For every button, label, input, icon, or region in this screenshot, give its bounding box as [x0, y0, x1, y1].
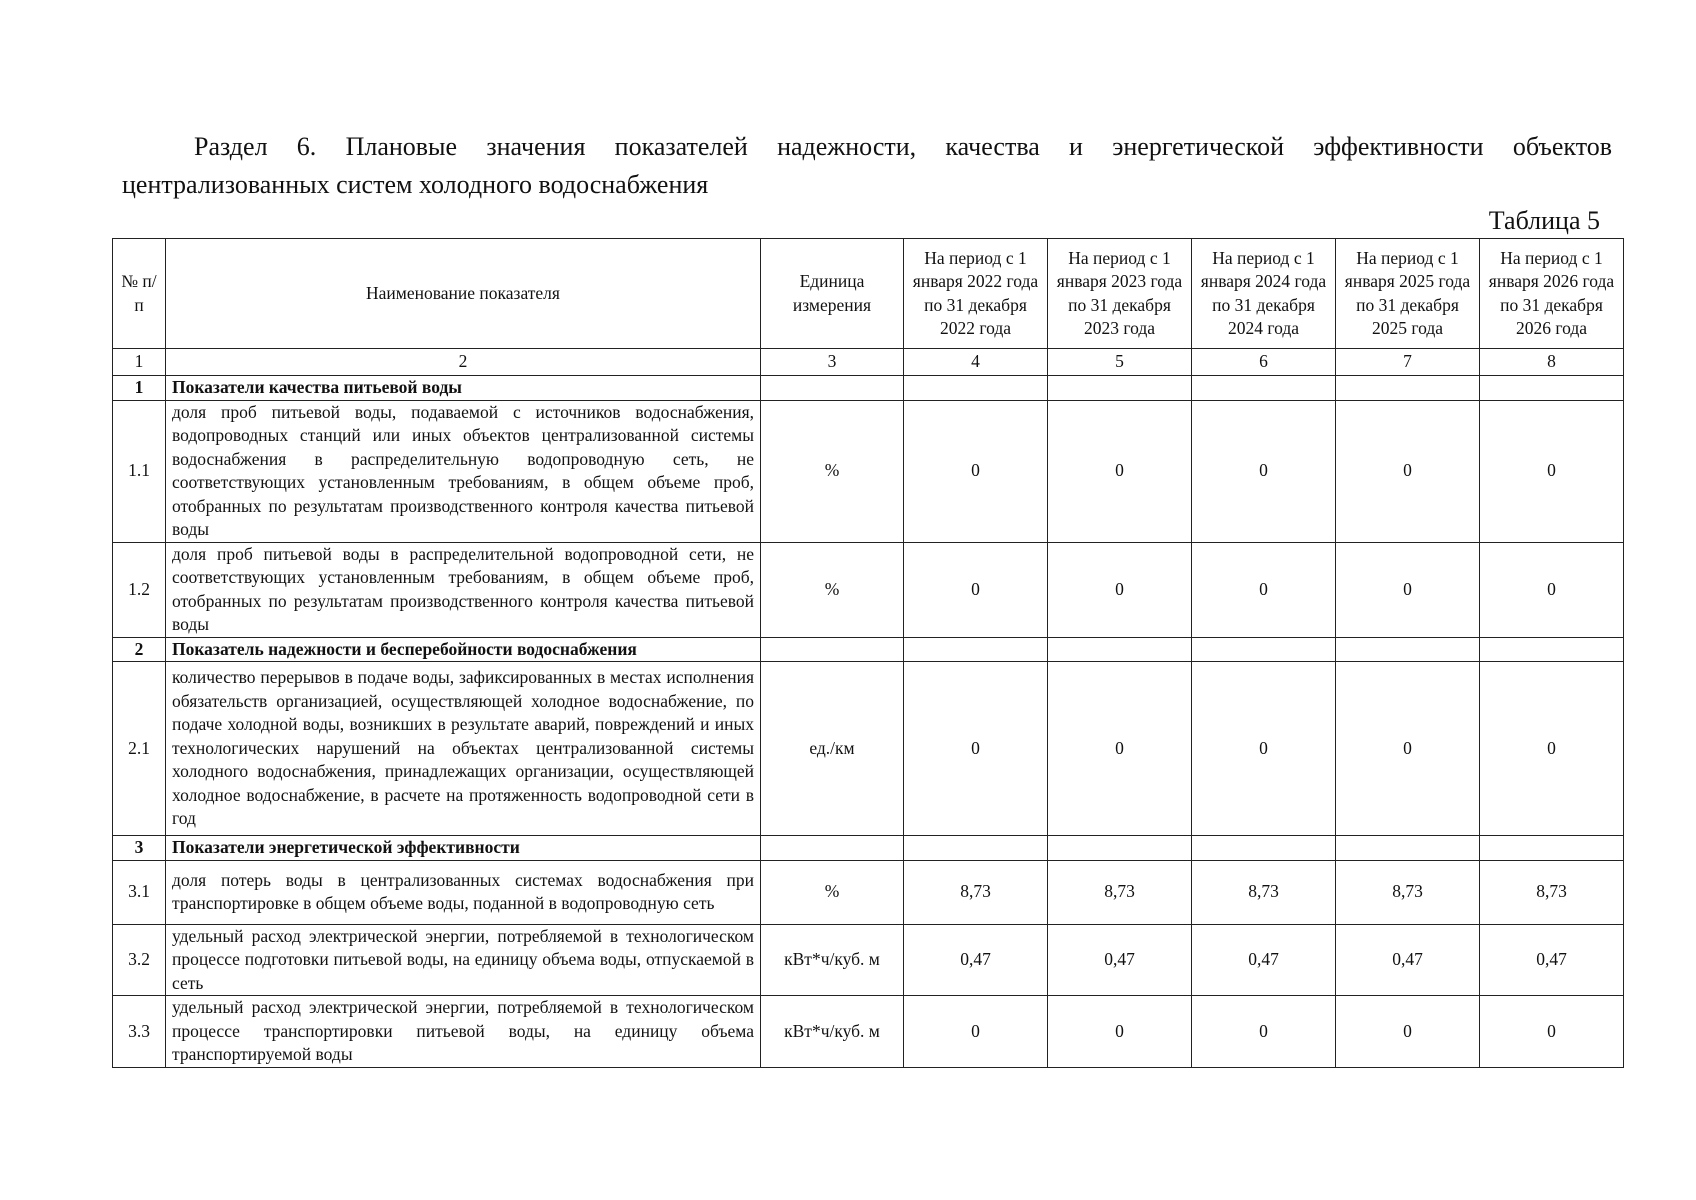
empty-cell — [904, 376, 1048, 401]
row-value-cell: 0 — [1192, 542, 1336, 637]
row-value-cell: 0 — [1192, 662, 1336, 836]
row-value-cell: 0 — [1192, 400, 1336, 542]
column-number-cell: 6 — [1192, 349, 1336, 376]
section-row — [113, 836, 1624, 861]
row-value-cell: 0 — [904, 542, 1048, 637]
row-value-cell: 0 — [1048, 542, 1192, 637]
column-number-cell: 7 — [1336, 349, 1480, 376]
indicator-row — [113, 542, 1624, 637]
row-value-cell: 0 — [904, 662, 1048, 836]
empty-cell — [904, 836, 1048, 861]
section-title-cell: Показатели качества питьевой воды — [166, 376, 761, 401]
row-value-cell: 0 — [904, 400, 1048, 542]
table-header-row — [113, 239, 1624, 349]
row-value-cell: 0 — [1048, 996, 1192, 1068]
empty-cell — [904, 637, 1048, 662]
empty-cell — [1192, 376, 1336, 401]
section-heading — [122, 128, 1612, 204]
row-num-cell: 2.1 — [113, 662, 166, 836]
row-unit-cell: % — [761, 542, 904, 637]
section-num-cell: 1 — [113, 376, 166, 401]
row-name-cell: количество перерывов в подаче воды, зафиксированных в местах исполнения обязательств организацией, осуществляющей холодное водоснабжение, по подаче холодной воды, возникших в результате аварий, повреждений и иных технологических нарушений на объектах централизованной системы холодного водоснабжения, принадлежащих организации, осуществляющей холодное водоснабжение, в расчете на протяженность водопроводной сети в год — [166, 662, 761, 836]
row-value-cell: 0 — [1480, 542, 1624, 637]
column-number-cell: 2 — [166, 349, 761, 376]
indicator-row — [113, 662, 1624, 836]
row-value-cell: 8,73 — [904, 860, 1048, 924]
empty-cell — [1192, 836, 1336, 861]
indicator-row — [113, 924, 1624, 996]
row-value-cell: 8,73 — [1192, 860, 1336, 924]
section-heading-line-1: Раздел 6. Плановые значения показателей надежности, качества и энергетической эффективности объектов — [194, 132, 1612, 161]
row-unit-cell: ед./км — [761, 662, 904, 836]
row-name-cell: удельный расход электрической энергии, потребляемой в технологическом процессе подготовки питьевой воды, на единицу объема воды, отпускаемой в сеть — [166, 924, 761, 996]
empty-cell — [1480, 376, 1624, 401]
column-number-cell: 1 — [113, 349, 166, 376]
section-row — [113, 376, 1624, 401]
row-name-cell: доля проб питьевой воды, подаваемой с источников водоснабжения, водопроводных станций или иных объектов централизованной системы водоснабжения в распределительную водопроводную сеть, не соответствующих установленным требованиям, в общем объеме проб, отобранных по результатам производственного контроля качества питьевой воды — [166, 400, 761, 542]
column-number-cell: 5 — [1048, 349, 1192, 376]
row-unit-cell: % — [761, 860, 904, 924]
empty-cell — [1480, 836, 1624, 861]
column-number-cell: 4 — [904, 349, 1048, 376]
row-value-cell: 0 — [1336, 662, 1480, 836]
section-title-cell: Показатели энергетической эффективности — [166, 836, 761, 861]
table-label: Таблица 5 — [1488, 206, 1600, 235]
column-numbers-row — [113, 349, 1624, 376]
row-value-cell: 0 — [1480, 996, 1624, 1068]
section-heading-line-2: централизованных систем холодного водоснабжения — [122, 170, 709, 199]
row-name-cell: доля потерь воды в централизованных системах водоснабжения при транспортировке в общем объеме воды, поданной в водопроводную сеть — [166, 860, 761, 924]
section-title-cell: Показатель надежности и бесперебойности водоснабжения — [166, 637, 761, 662]
row-value-cell: 0 — [1336, 542, 1480, 637]
row-value-cell: 0 — [1336, 400, 1480, 542]
row-value-cell: 0,47 — [1048, 924, 1192, 996]
header-period-cell: На период с 1 января 2022 года по 31 декабря 2022 года — [904, 239, 1048, 349]
indicator-row — [113, 400, 1624, 542]
empty-cell — [1336, 836, 1480, 861]
row-unit-cell: кВт*ч/куб. м — [761, 996, 904, 1068]
empty-cell — [1336, 376, 1480, 401]
row-name-cell: доля проб питьевой воды в распределительной водопроводной сети, не соответствующих установленным требованиям, в общем объеме проб, отобранных по результатам производственного контроля качества питьевой воды — [166, 542, 761, 637]
row-value-cell: 8,73 — [1336, 860, 1480, 924]
header-period-cell: На период с 1 января 2026 года по 31 декабря 2026 года — [1480, 239, 1624, 349]
header-name-cell: Наименование показателя — [166, 239, 761, 349]
row-unit-cell: % — [761, 400, 904, 542]
header-period-cell: На период с 1 января 2023 года по 31 декабря 2023 года — [1048, 239, 1192, 349]
row-value-cell: 0,47 — [1336, 924, 1480, 996]
header-unit-cell: Единица измерения — [761, 239, 904, 349]
row-num-cell: 1.1 — [113, 400, 166, 542]
row-value-cell: 0 — [1480, 662, 1624, 836]
row-num-cell: 3.1 — [113, 860, 166, 924]
row-name-cell: удельный расход электрической энергии, потребляемой в технологическом процессе транспортировки питьевой воды, на единицу объема транспортируемой воды — [166, 996, 761, 1068]
row-value-cell: 0,47 — [904, 924, 1048, 996]
row-value-cell: 8,73 — [1048, 860, 1192, 924]
column-number-cell: 8 — [1480, 349, 1624, 376]
section-num-cell: 3 — [113, 836, 166, 861]
row-value-cell: 0,47 — [1192, 924, 1336, 996]
section-row — [113, 637, 1624, 662]
row-value-cell: 0 — [1192, 996, 1336, 1068]
indicator-row — [113, 860, 1624, 924]
row-value-cell: 0 — [1336, 996, 1480, 1068]
row-num-cell: 1.2 — [113, 542, 166, 637]
row-value-cell: 8,73 — [1480, 860, 1624, 924]
header-num-cell: № п/п — [113, 239, 166, 349]
empty-cell — [1480, 637, 1624, 662]
section-num-cell: 2 — [113, 637, 166, 662]
header-period-cell: На период с 1 января 2024 года по 31 декабря 2024 года — [1192, 239, 1336, 349]
empty-cell — [761, 836, 904, 861]
row-value-cell: 0 — [904, 996, 1048, 1068]
empty-cell — [1048, 637, 1192, 662]
row-value-cell: 0,47 — [1480, 924, 1624, 996]
indicators-table — [112, 238, 1624, 1068]
empty-cell — [761, 637, 904, 662]
row-value-cell: 0 — [1048, 662, 1192, 836]
empty-cell — [1048, 376, 1192, 401]
indicator-row — [113, 996, 1624, 1068]
header-period-cell: На период с 1 января 2025 года по 31 декабря 2025 года — [1336, 239, 1480, 349]
empty-cell — [1336, 637, 1480, 662]
column-number-cell: 3 — [761, 349, 904, 376]
empty-cell — [1048, 836, 1192, 861]
row-unit-cell: кВт*ч/куб. м — [761, 924, 904, 996]
row-value-cell: 0 — [1480, 400, 1624, 542]
row-num-cell: 3.3 — [113, 996, 166, 1068]
empty-cell — [1192, 637, 1336, 662]
empty-cell — [761, 376, 904, 401]
row-value-cell: 0 — [1048, 400, 1192, 542]
row-num-cell: 3.2 — [113, 924, 166, 996]
